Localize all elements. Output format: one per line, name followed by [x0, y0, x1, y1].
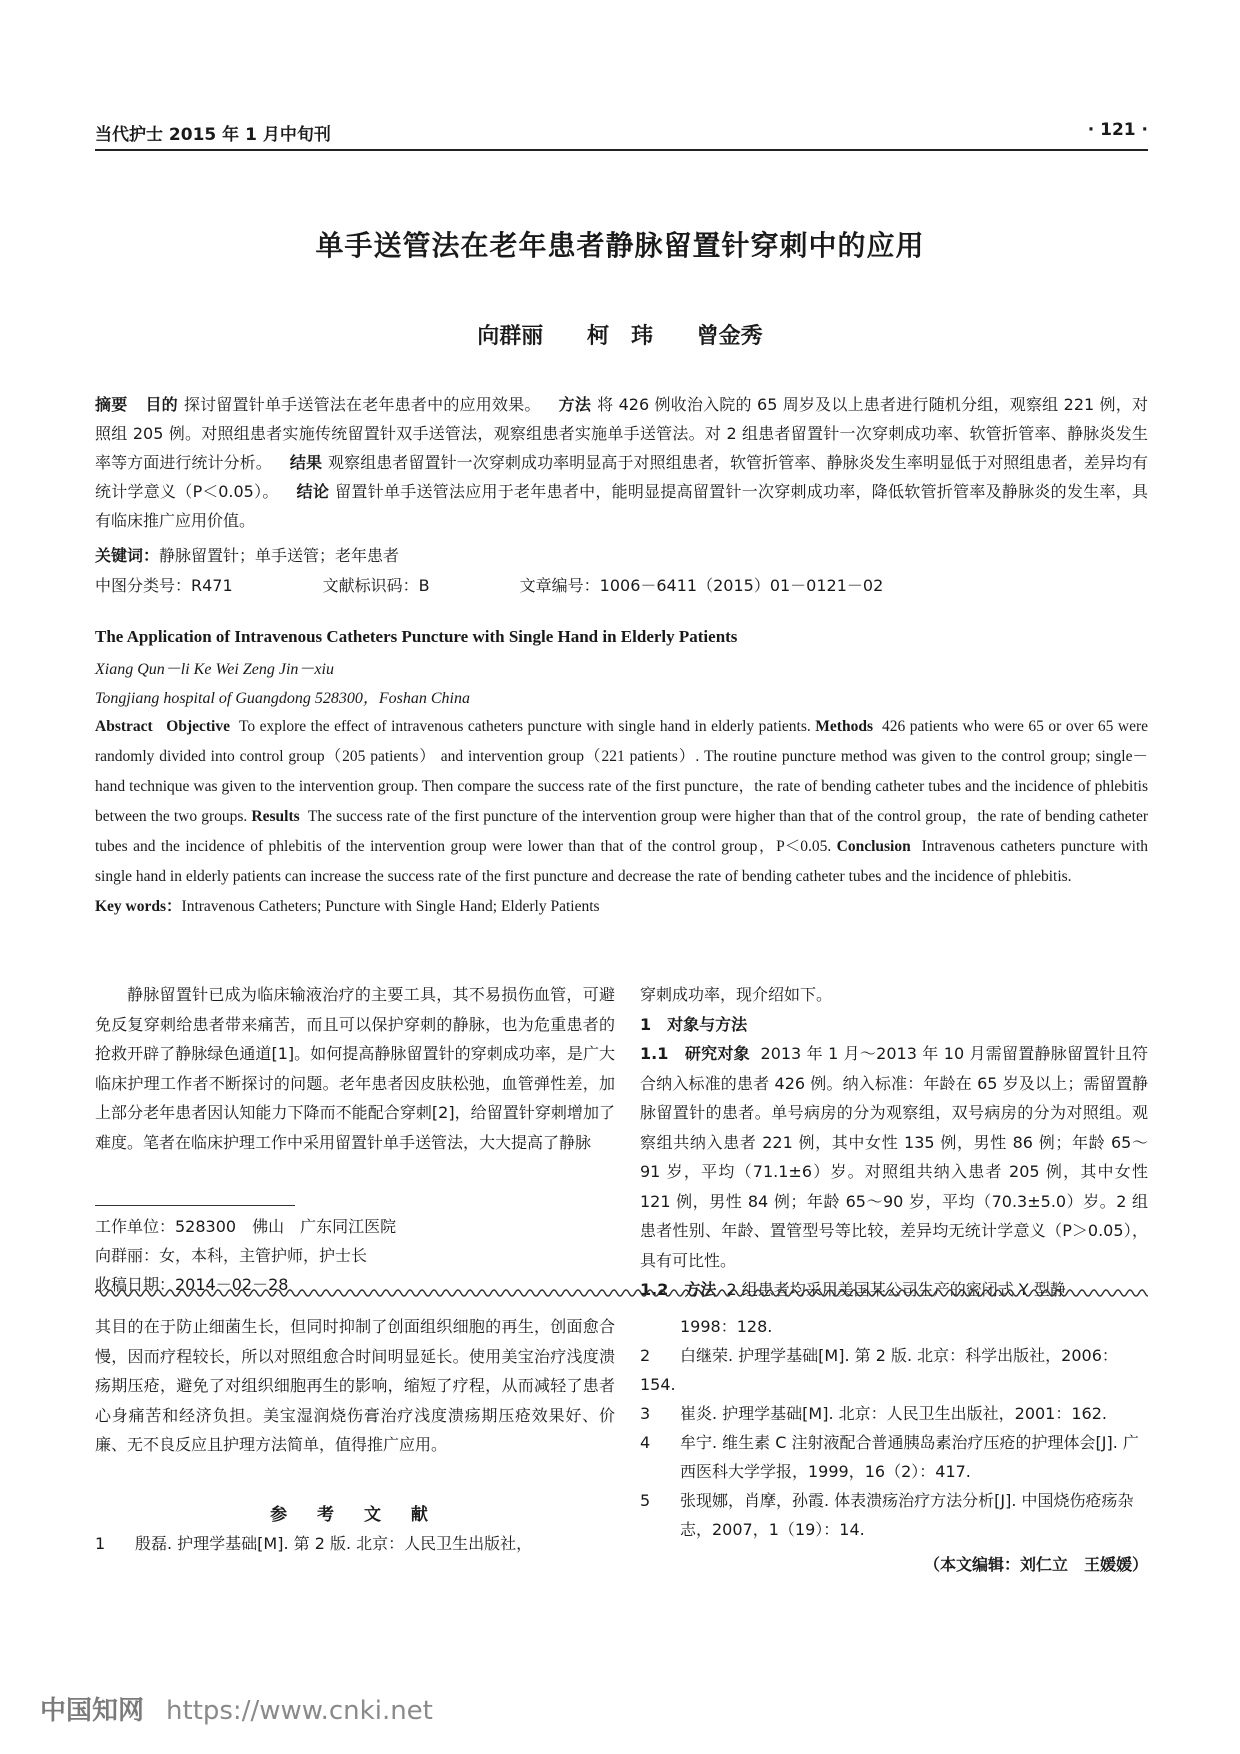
- en-methods-label: Methods: [815, 718, 873, 735]
- reference-number: 1: [95, 1534, 106, 1553]
- reference-text: 张现娜，肖摩，孙霞. 体表溃疡治疗方法分析[J]. 中国烧伤疮疡杂志，2007，1（19）：14.: [680, 1491, 1134, 1539]
- header-rule: [95, 149, 1148, 151]
- conclusion-label: 结论: [296, 482, 330, 501]
- results-text: 观察组患者留置针一次穿刺成功率明显高于对照组患者，软管折管率、静脉炎发生率明显低于对照组患者，差异均有统计学意义（P＜0.05）。: [95, 453, 1148, 501]
- reference-1: [95, 1529, 615, 1558]
- chinese-abstract: [95, 390, 1148, 535]
- methods-label: 方法: [558, 395, 592, 414]
- cnki-logo-text: 中国知网: [40, 1696, 145, 1726]
- en-conclusion-text: Intravenous catheters puncture with single hand in elderly patients can increase the success rate of the first puncture and decrease the rate of bending catheter tubes and the incidence of phlebitis.: [95, 838, 1149, 885]
- author-2: 柯 玮: [586, 324, 653, 349]
- reference-2: [640, 1341, 1148, 1399]
- editor-note: （本文编辑：刘仁立 王媛媛）: [923, 1555, 1148, 1574]
- abstract-label: 摘要: [95, 395, 128, 414]
- reference-number: 5: [640, 1491, 651, 1510]
- reference-3: [640, 1399, 1148, 1428]
- journal-header: 当代护士 2015 年 1 月中旬刊: [95, 125, 331, 145]
- keywords-text: 静脉留置针；单手送管；老年患者: [159, 546, 400, 565]
- methods-text: 将 426 例收治入院的 65 周岁及以上患者进行随机分组，观察组 221 例，对照组 205 例。对照组患者实施传统留置针双手送管法，观察组患者实施单手送管法。对 2 组患者留置针一次穿刺成功率、软管折管率、静脉炎发生率等方面进行统计分析。: [95, 395, 1148, 472]
- english-authors: Xiang Qun－li Ke Wei Zeng Jin－xiu: [95, 661, 334, 678]
- author-bio: 向群丽：女，本科，主管护师，护士长: [95, 1246, 368, 1265]
- reference-4: [640, 1428, 1148, 1486]
- english-title: The Application of Intravenous Catheters Puncture with Single Hand in Elderly Patients: [95, 627, 738, 646]
- article-title: 单手送管法在老年患者静脉留置针穿刺中的应用: [315, 229, 925, 262]
- english-abstract: [95, 712, 1148, 922]
- section-1-2-text: 2 组患者均采用美国某公司生产的密闭式 Y 型静: [726, 1280, 1066, 1299]
- reference-1-continued: 1998：128.: [680, 1317, 773, 1336]
- body-right-column: [640, 980, 1148, 1305]
- en-conclusion-label: Conclusion: [836, 838, 911, 855]
- footnote-rule: [95, 1205, 295, 1206]
- article-number: 文章编号：1006－6411（2015）01－0121－02: [519, 576, 884, 595]
- en-results-text: The success rate of the first puncture of the intervention group were higher than that of the control group，the rate of bending catheter tubes and the incidence of phlebitis of the intervention group were lower than that of the control group，P＜0.05.: [95, 808, 1148, 855]
- prev-article-paragraph: 其目的在于防止细菌生长，但同时抑制了创面组织细胞的再生，创面愈合慢，因而疗程较长，所以对照组愈合时间明显延长。使用美宝治疗浅度溃疡期压疮，避免了对组织细胞再生的影响，缩短了疗程，从而减轻了患者心身痛苦和经济负担。美宝湿润烧伤膏治疗浅度溃疡期压疮效果好、价廉、无不良反应且护理方法简单，值得推广应用。: [95, 1317, 615, 1454]
- classification-line: [95, 573, 883, 596]
- english-affiliation: Tongjiang hospital of Guangdong 528300，Foshan China: [95, 690, 471, 707]
- objective-text: 探讨留置针单手送管法在老年患者中的应用效果。: [183, 395, 541, 414]
- section-1-1-text: 2013 年 1 月～2013 年 10 月需留置静脉留置针且符合纳入标准的患者 426 例。纳入标准：年龄在 65 岁及以上；需留置静脉留置针的患者。单号病房的分为观察组，双号病房的分为对照组。观察组共纳入患者 221 例，其中女性 135 例，男性 86 例；年龄 65～91 岁，平均（71.1±6）岁。对照组共纳入患者 205 例，其中女性 121 例，男性 84 例；年龄 65～90 岁，平均（70.3±5.0）岁。2 组患者性别、年龄、置管型号等比较，差异均无统计学意义（P＞0.05），具有可比性。: [640, 1044, 1148, 1270]
- cnki-url[interactable]: https://www.cnki.net: [166, 1696, 433, 1726]
- section-1-1-label: 1.1 研究对象: [640, 1044, 750, 1063]
- section-heading-1: 1 对象与方法: [640, 1014, 748, 1034]
- reference-number: 2: [640, 1346, 651, 1365]
- body-left-column: [95, 980, 615, 1157]
- cnki-watermark[interactable]: [40, 1690, 433, 1727]
- conclusion-text: 留置针单手送管法应用于老年患者中，能明显提高留置针一次穿刺成功率，降低软管折管率及静脉炎的发生率，具有临床推广应用价值。: [95, 482, 1148, 530]
- reference-text: 白继荣. 护理学基础[M]. 第 2 版. 北京：科学出版社，2006：154.: [640, 1346, 1118, 1394]
- reference-text: 殷磊. 护理学基础[M]. 第 2 版. 北京：人民卫生出版社，: [135, 1534, 533, 1553]
- objective-label: 目的: [145, 395, 178, 414]
- reference-text: 崔炎. 护理学基础[M]. 北京：人民卫生出版社，2001：162.: [680, 1404, 1107, 1423]
- en-keywords-text: Intravenous Catheters; Puncture with Single Hand; Elderly Patients: [181, 898, 600, 915]
- clc-code: 中图分类号：R471: [95, 576, 233, 595]
- author-3: 曾金秀: [696, 324, 763, 349]
- section-1-2-label: 1.2 方法: [640, 1280, 717, 1299]
- en-methods-text: 426 patients who were 65 or over 65 were randomly divided into control group（205 patients） and intervention group（221 patients）. The routine puncture method was given to the control group; single－hand technique was given to the intervention group. Then compare the success rate of the first puncture，the rate of bending catheter tubes and the incidence of phlebitis between the two groups.: [95, 718, 1149, 825]
- en-abstract-label: Abstract: [95, 718, 153, 735]
- en-keywords-label: Key words：: [95, 898, 182, 915]
- doc-code: 文献标识码：B: [322, 576, 430, 595]
- reference-5: [640, 1486, 1148, 1544]
- intro-paragraph: 静脉留置针已成为临床输液治疗的主要工具，其不易损伤血管，可避免反复穿刺给患者带来痛苦，而且可以保护穿刺的静脉，也为危重患者的抢救开辟了静脉绿色通道[1]。如何提高静脉留置针的穿刺成功率，是广大临床护理工作者不断探讨的问题。老年患者因皮肤松弛，血管弹性差，加上部分老年患者因认知能力下降而不能配合穿刺[2]，给留置针穿刺增加了难度。笔者在临床护理工作中采用留置针单手送管法，大大提高了静脉: [95, 985, 615, 1152]
- page-number: · 121 ·: [1087, 120, 1148, 140]
- author-1: 向群丽: [477, 324, 544, 349]
- en-objective-text: To explore the effect of intravenous catheters puncture with single hand in elderly patients.: [239, 718, 811, 735]
- reference-number: 4: [640, 1433, 651, 1452]
- en-results-label: Results: [251, 808, 300, 825]
- authors: [0, 319, 1240, 350]
- reference-number: 3: [640, 1404, 651, 1423]
- references-heading: 参 考 文 献: [270, 1505, 440, 1525]
- results-label: 结果: [289, 453, 323, 472]
- keywords-line: [95, 543, 399, 566]
- intro-continued: 穿刺成功率，现介绍如下。: [640, 985, 833, 1004]
- references-right: [640, 1312, 1148, 1544]
- work-unit: 工作单位：528300 佛山 广东同江医院: [95, 1217, 397, 1236]
- wavy-separator: [95, 1286, 1148, 1300]
- prev-article-text: [95, 1312, 615, 1460]
- received-date: 收稿日期：2014－02－28: [95, 1275, 289, 1294]
- reference-text: 牟宁. 维生素 C 注射液配合普通胰岛素治疗压疮的护理体会[J]. 广西医科大学学报，1999，16（2）：417.: [680, 1433, 1139, 1481]
- keywords-label: 关键词：: [95, 546, 160, 565]
- en-objective-label: Objective: [166, 718, 230, 735]
